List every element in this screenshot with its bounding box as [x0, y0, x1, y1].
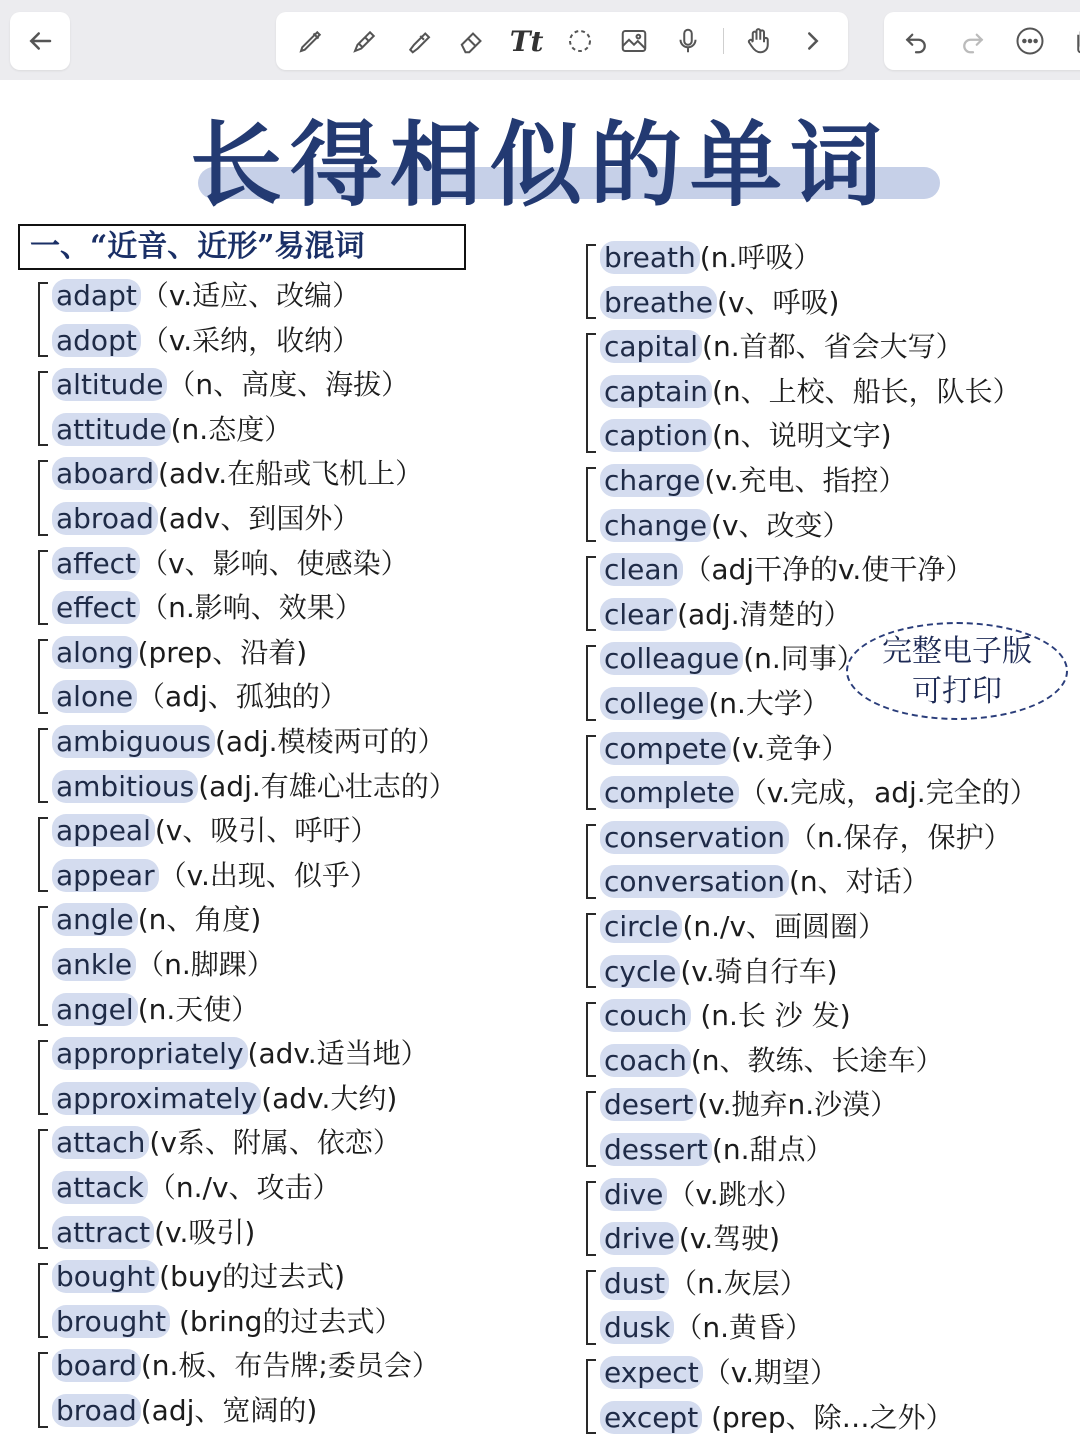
word-term: abroad: [52, 502, 158, 535]
toolbar-divider: [723, 28, 724, 54]
group-bracket: [38, 639, 48, 714]
tool-palette: [276, 12, 848, 70]
word-entry: [52, 1300, 402, 1344]
word-entry: [600, 994, 851, 1038]
word-definition: （n.影响、效果）: [140, 591, 363, 625]
hand-gesture-icon[interactable]: [740, 22, 778, 60]
group-bracket: [38, 1040, 48, 1115]
word-definition: （v.期望）: [702, 1356, 838, 1389]
word-entry: [52, 720, 446, 764]
word-definition: （v.出现、似乎）: [158, 858, 378, 892]
group-bracket: [586, 735, 596, 810]
word-term: affect: [52, 547, 140, 580]
word-entry: [52, 898, 261, 942]
word-term: appeal: [52, 814, 155, 847]
page-title: 长得相似的单词: [189, 112, 890, 219]
back-button[interactable]: [10, 12, 70, 70]
eraser-icon[interactable]: [454, 22, 492, 60]
word-term: change: [600, 509, 711, 542]
word-definition: (adv.适当地）: [247, 1037, 429, 1071]
word-definition: （v、影响、使感染）: [140, 546, 409, 580]
word-term: circle: [600, 910, 682, 943]
word-term: capital: [600, 330, 702, 363]
word-definition: （n./v、攻击）: [147, 1170, 341, 1204]
word-definition: （adj干净的v.使干净）: [683, 553, 974, 587]
top-toolbar: [0, 0, 1080, 80]
word-definition: (n.板、布告牌;委员会）: [140, 1349, 440, 1383]
word-definition: (n.大学）: [708, 686, 830, 720]
word-entry: [52, 1166, 341, 1210]
word-term: angle: [52, 903, 138, 936]
word-definition: (adv.在船或飞机上）: [158, 457, 424, 491]
word-term: adapt: [52, 279, 141, 312]
word-term: captain: [600, 375, 712, 408]
word-entry: [600, 950, 838, 994]
word-entry: [600, 860, 930, 904]
word-entry: [52, 765, 457, 809]
word-entry: [600, 459, 907, 503]
group-bracket: [586, 1002, 596, 1077]
word-term: compete: [600, 732, 731, 765]
word-definition: (v.充电、指控）: [704, 464, 907, 497]
word-definition: (adj.有雄心壮志的）: [198, 769, 457, 803]
word-entry: [600, 816, 1012, 860]
word-definition: (v.吸引): [154, 1215, 256, 1249]
group-bracket: [586, 333, 596, 453]
word-definition: （n.黄昏）: [674, 1311, 813, 1345]
word-definition: (v.竞争）: [731, 731, 850, 765]
word-entry: [52, 1344, 440, 1388]
word-term: conversation: [600, 865, 789, 898]
chevron-right-icon[interactable]: [794, 22, 832, 60]
group-bracket: [38, 728, 48, 803]
word-definition: (v.骑自行车): [680, 954, 838, 988]
word-term: alone: [52, 680, 137, 713]
word-term: approximately: [52, 1082, 261, 1115]
pages-icon[interactable]: [1069, 22, 1080, 60]
word-definition: (adj、宽阔的): [140, 1393, 318, 1427]
word-term: altitude: [52, 368, 167, 401]
word-definition: (prep、沿着): [137, 635, 308, 669]
word-definition: （adj、孤独的）: [137, 680, 348, 714]
group-bracket: [38, 906, 48, 1026]
word-term: coach: [600, 1044, 691, 1077]
word-term: cycle: [600, 955, 680, 988]
word-definition: (v、呼吸): [717, 285, 840, 319]
word-term: clear: [600, 598, 677, 631]
word-entry: [600, 1173, 803, 1217]
word-definition: (n、角度): [137, 903, 262, 937]
word-definition: (n.天使）: [137, 992, 260, 1026]
word-definition: (n.首都、省会大写）: [702, 330, 964, 364]
word-term: complete: [600, 776, 739, 809]
group-bracket: [38, 460, 48, 535]
stamp-line-1: 完整电子版: [882, 634, 1032, 669]
word-entry: [52, 1121, 401, 1165]
group-bracket: [586, 1181, 596, 1256]
word-definition: (adj.模棱两可的）: [214, 725, 446, 758]
word-definition: (n.甜点）: [711, 1132, 834, 1166]
word-entry: [52, 452, 423, 496]
group-bracket: [586, 1091, 596, 1166]
word-entry: [52, 1389, 317, 1433]
word-entry: [600, 1262, 808, 1306]
group-bracket: [38, 550, 48, 625]
word-definition: (v、改变）: [711, 508, 851, 542]
group-bracket: [586, 1359, 596, 1434]
word-term: brought: [52, 1305, 170, 1338]
word-term: dust: [600, 1267, 669, 1300]
undo-icon[interactable]: [898, 22, 933, 60]
word-definition: (v、吸引、呼吁）: [154, 814, 379, 848]
section-header: 一、“近音、近形”易混词: [18, 224, 466, 270]
word-definition: （v.完成，adj.完全的）: [738, 776, 1038, 810]
word-term: except: [600, 1401, 702, 1434]
group-bracket: [38, 1352, 48, 1427]
word-definition: (n.同事）: [743, 642, 865, 676]
word-term: ambiguous: [52, 725, 215, 758]
word-entry: [600, 414, 892, 458]
word-definition: (n.呼吸）: [699, 241, 822, 274]
word-definition: （v.采纳，收纳）: [140, 323, 361, 357]
group-bracket: [586, 467, 596, 542]
word-term: ambitious: [52, 770, 198, 803]
word-definition: （n.保存，保护）: [788, 820, 1012, 854]
word-entry: [600, 1083, 898, 1127]
word-entry: [600, 637, 865, 681]
word-entry: [600, 1306, 813, 1350]
word-term: board: [52, 1349, 141, 1382]
word-term: effect: [52, 591, 140, 624]
word-entry: [600, 1128, 833, 1172]
word-definition: (v.驾驶): [678, 1222, 781, 1256]
word-term: desert: [600, 1088, 697, 1121]
word-term: adopt: [52, 324, 141, 357]
word-entry: [52, 809, 378, 853]
word-entry: [600, 325, 964, 369]
word-term: conservation: [600, 821, 789, 854]
highlighter-icon[interactable]: [400, 22, 438, 60]
word-term: attitude: [52, 413, 171, 446]
word-term: appropriately: [52, 1037, 248, 1070]
word-entry: [52, 363, 409, 407]
word-term: ankle: [52, 948, 136, 981]
microphone-icon[interactable]: [669, 22, 707, 60]
word-definition: （n.灰层）: [669, 1266, 808, 1300]
group-bracket: [38, 282, 48, 357]
word-definition: （v.适应、改编）: [140, 279, 361, 312]
word-definition: (n、对话）: [788, 865, 930, 899]
word-term: dive: [600, 1178, 667, 1211]
word-entry: [600, 1396, 954, 1440]
word-entry: [600, 727, 849, 771]
word-term: breath: [600, 241, 700, 274]
redo-icon[interactable]: [955, 22, 990, 60]
word-term: drive: [600, 1222, 679, 1255]
word-entry: [600, 504, 851, 548]
word-entry: [600, 548, 973, 592]
word-definition: (v系、附属、依恋）: [149, 1126, 401, 1160]
printable-version-stamp: [846, 622, 1068, 720]
word-entry: [52, 497, 360, 541]
word-definition: (adv、到国外）: [157, 501, 361, 535]
word-entry: [52, 274, 360, 318]
word-definition: (prep、除…之外）: [702, 1400, 954, 1434]
word-definition: （n、高度、海拔）: [167, 368, 410, 402]
word-term: attract: [52, 1216, 154, 1249]
word-term: aboard: [52, 457, 158, 490]
group-bracket: [38, 1129, 48, 1249]
word-term: charge: [600, 464, 704, 497]
word-definition: (n./v、画圆圈）: [682, 910, 887, 943]
lasso-icon[interactable]: [561, 22, 599, 60]
word-term: appear: [52, 859, 159, 892]
word-term: along: [52, 636, 138, 669]
word-entry: [52, 1255, 345, 1299]
group-bracket: [586, 913, 596, 988]
word-entry: [52, 943, 275, 987]
word-definition: (adv.大约): [261, 1081, 398, 1115]
word-definition: (n.态度）: [170, 412, 293, 446]
group-bracket: [38, 371, 48, 446]
group-bracket: [586, 824, 596, 899]
word-term: bought: [52, 1260, 159, 1293]
stamp-line-2: 可打印: [912, 674, 1002, 709]
word-entry: [600, 236, 821, 280]
group-bracket: [586, 556, 596, 631]
group-bracket: [586, 645, 596, 720]
word-entry: [52, 1077, 397, 1121]
word-term: clean: [600, 553, 683, 586]
word-definition: (n.长 沙 发): [691, 999, 851, 1033]
pencil-icon[interactable]: [346, 22, 384, 60]
word-entry: [52, 1032, 429, 1076]
group-bracket: [586, 244, 596, 319]
word-term: attach: [52, 1126, 149, 1159]
word-entry: [52, 631, 307, 675]
text-icon[interactable]: Tt: [509, 24, 544, 58]
word-entry: [52, 408, 292, 452]
action-bar: [884, 12, 1080, 70]
word-entry: [600, 1039, 944, 1083]
word-term: college: [600, 687, 708, 720]
word-definition: (v.抛弃n.沙漠）: [697, 1088, 899, 1122]
word-term: colleague: [600, 642, 743, 675]
word-entry: [52, 586, 363, 630]
word-definition: （v.跳水）: [667, 1177, 803, 1211]
word-entry: [600, 593, 852, 637]
word-entry: [600, 1351, 838, 1395]
word-entry: [52, 675, 348, 719]
word-term: attack: [52, 1171, 148, 1204]
word-entry: [52, 854, 378, 898]
pen-icon[interactable]: [292, 22, 330, 60]
word-definition: (buy的过去式): [159, 1260, 346, 1294]
word-entry: [600, 682, 830, 726]
word-entry: [52, 988, 259, 1032]
word-term: dessert: [600, 1133, 712, 1166]
word-definition: (n、说明文字): [711, 419, 892, 453]
word-entry: [600, 281, 839, 325]
word-term: dusk: [600, 1311, 674, 1344]
word-entry: [600, 771, 1038, 815]
word-definition: (n、教练、长途车）: [690, 1043, 944, 1077]
word-entry: [600, 370, 1021, 414]
arrow-left-icon: [21, 22, 59, 60]
word-definition: (adj.清楚的）: [677, 597, 852, 631]
group-bracket: [38, 817, 48, 892]
group-bracket: [38, 1263, 48, 1338]
word-term: expect: [600, 1356, 703, 1389]
word-entry: [52, 1211, 255, 1255]
word-entry: [52, 319, 360, 363]
word-definition: (n、上校、船长，队长）: [712, 374, 1021, 408]
word-entry: [600, 1217, 780, 1261]
word-entry: [52, 542, 409, 586]
word-term: broad: [52, 1394, 141, 1427]
image-icon[interactable]: [615, 22, 653, 60]
word-definition: (bring的过去式）: [170, 1304, 403, 1338]
more-icon[interactable]: [1012, 22, 1047, 60]
word-entry: [600, 905, 886, 949]
word-term: breathe: [600, 286, 717, 319]
group-bracket: [586, 1270, 596, 1345]
word-term: couch: [600, 999, 691, 1032]
word-term: caption: [600, 419, 712, 452]
word-definition: （n.脚踝）: [136, 947, 275, 981]
word-term: angel: [52, 993, 138, 1026]
